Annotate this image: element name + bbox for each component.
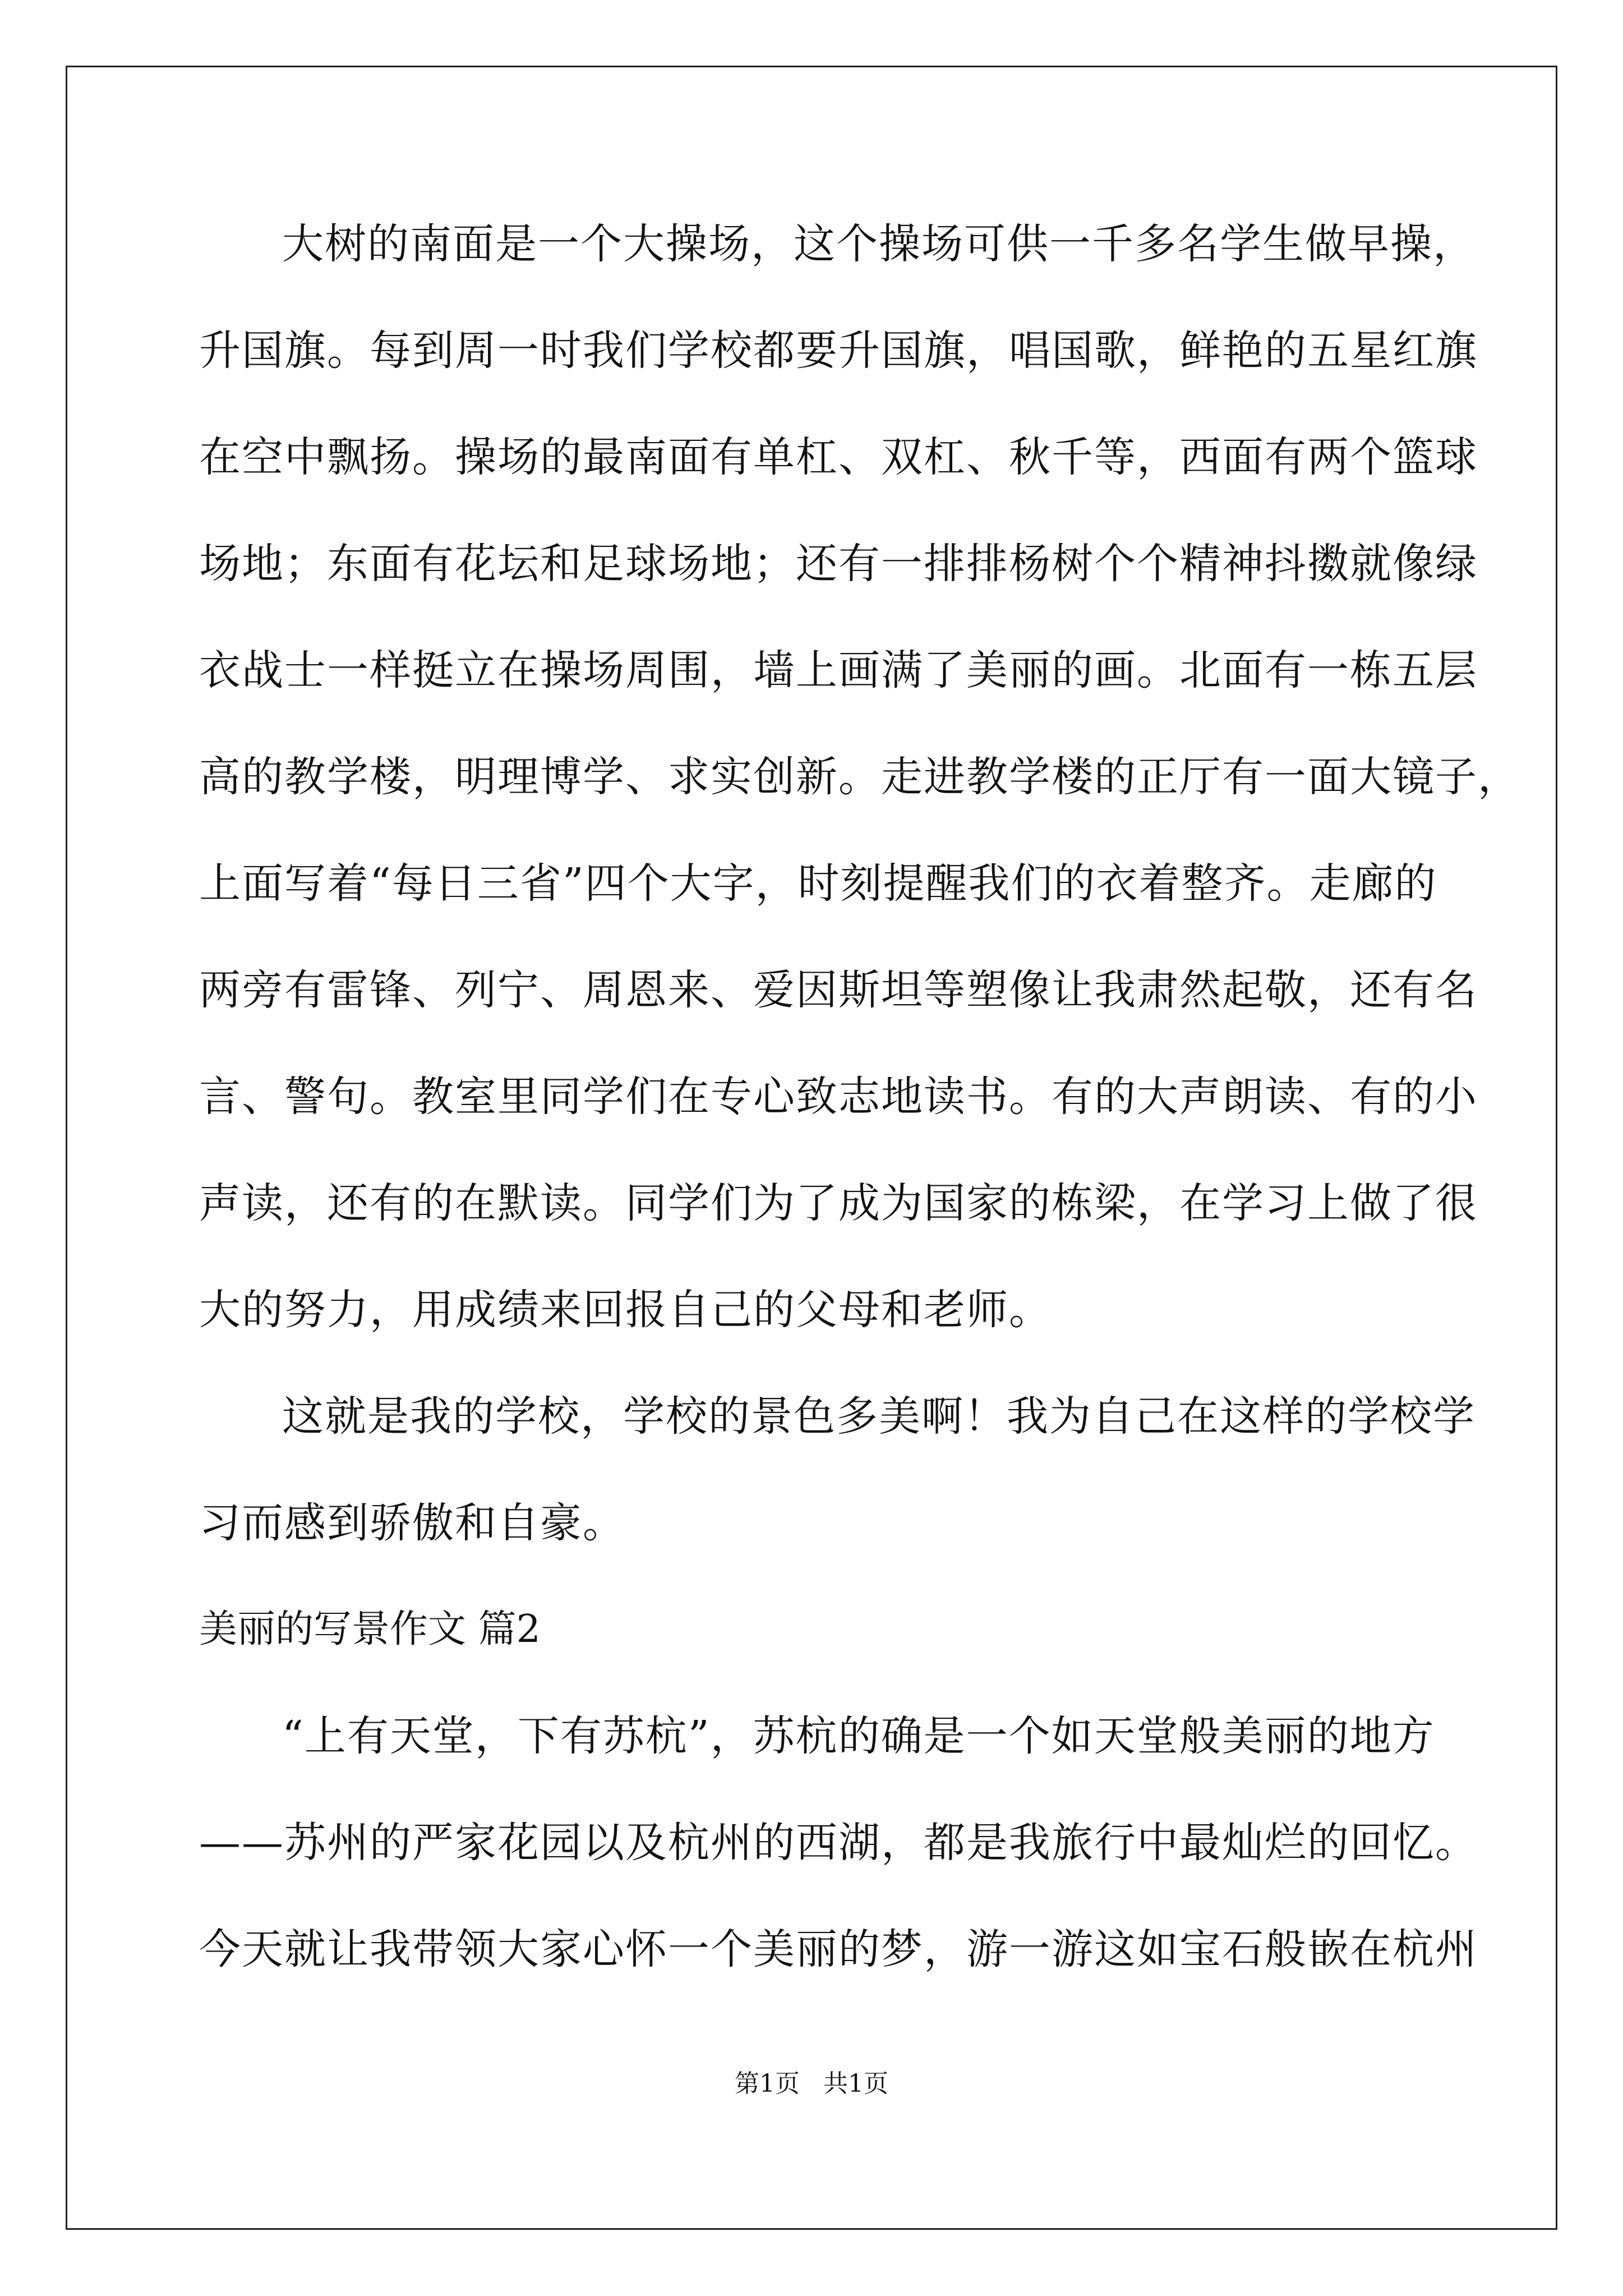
page-footer: 第1页 共1页 bbox=[735, 2069, 888, 2098]
paragraph-1-line-9: 言、警句。教室里同学们在专心致志地读书。有的大声朗读、有的小 bbox=[199, 1073, 1478, 1121]
paragraph-1-line-1: 大树的南面是一个大操场，这个操场可供一千多名学生做早操， bbox=[282, 220, 1476, 268]
paragraph-1-line-6: 高的教学楼，明理博学、求实创新。走进教学楼的正厅有一面大镜子， bbox=[199, 753, 1520, 801]
paragraph-1-line-5: 衣战士一样挺立在操场周围，墙上画满了美丽的画。北面有一栋五层 bbox=[199, 646, 1478, 694]
paragraph-3-line-3: 今天就让我带领大家心怀一个美丽的梦，游一游这如宝石般嵌在杭州 bbox=[199, 1925, 1478, 1973]
section-heading: 美丽的写景作文 篇2 bbox=[199, 1607, 541, 1651]
paragraph-1-line-11: 大的努力，用成绩来回报自己的父母和老师。 bbox=[199, 1286, 1052, 1334]
paragraph-1-line-8: 两旁有雷锋、列宁、周恩来、爱因斯坦等塑像让我肃然起敬，还有名 bbox=[199, 966, 1478, 1014]
paragraph-3-line-2: ——苏州的严家花园以及杭州的西湖，都是我旅行中最灿烂的回忆。 bbox=[199, 1819, 1478, 1867]
page-border bbox=[66, 66, 1557, 2230]
paragraph-1-line-4: 场地；东面有花坛和足球场地；还有一排排杨树个个精神抖擞就像绿 bbox=[199, 540, 1478, 588]
paragraph-1-line-3: 在空中飘扬。操场的最南面有单杠、双杠、秋千等，西面有两个篮球 bbox=[199, 433, 1478, 481]
paragraph-1-line-2: 升国旗。每到周一时我们学校都要升国旗，唱国歌，鲜艳的五星红旗 bbox=[199, 326, 1478, 375]
paragraph-2-line-1: 这就是我的学校，学校的景色多美啊！我为自己在这样的学校学 bbox=[282, 1392, 1476, 1441]
paragraph-1-line-10: 声读，还有的在默读。同学们为了成为国家的栋梁，在学习上做了很 bbox=[199, 1179, 1478, 1227]
paragraph-1-line-7: 上面写着“每日三省”四个大字，时刻提醒我们的衣着整齐。走廊的 bbox=[199, 859, 1437, 908]
paragraph-3-line-1: “上有天堂，下有苏杭”，苏杭的确是一个如天堂般美丽的地方 bbox=[282, 1712, 1435, 1760]
paragraph-2-line-2: 习而感到骄傲和自豪。 bbox=[199, 1499, 625, 1547]
